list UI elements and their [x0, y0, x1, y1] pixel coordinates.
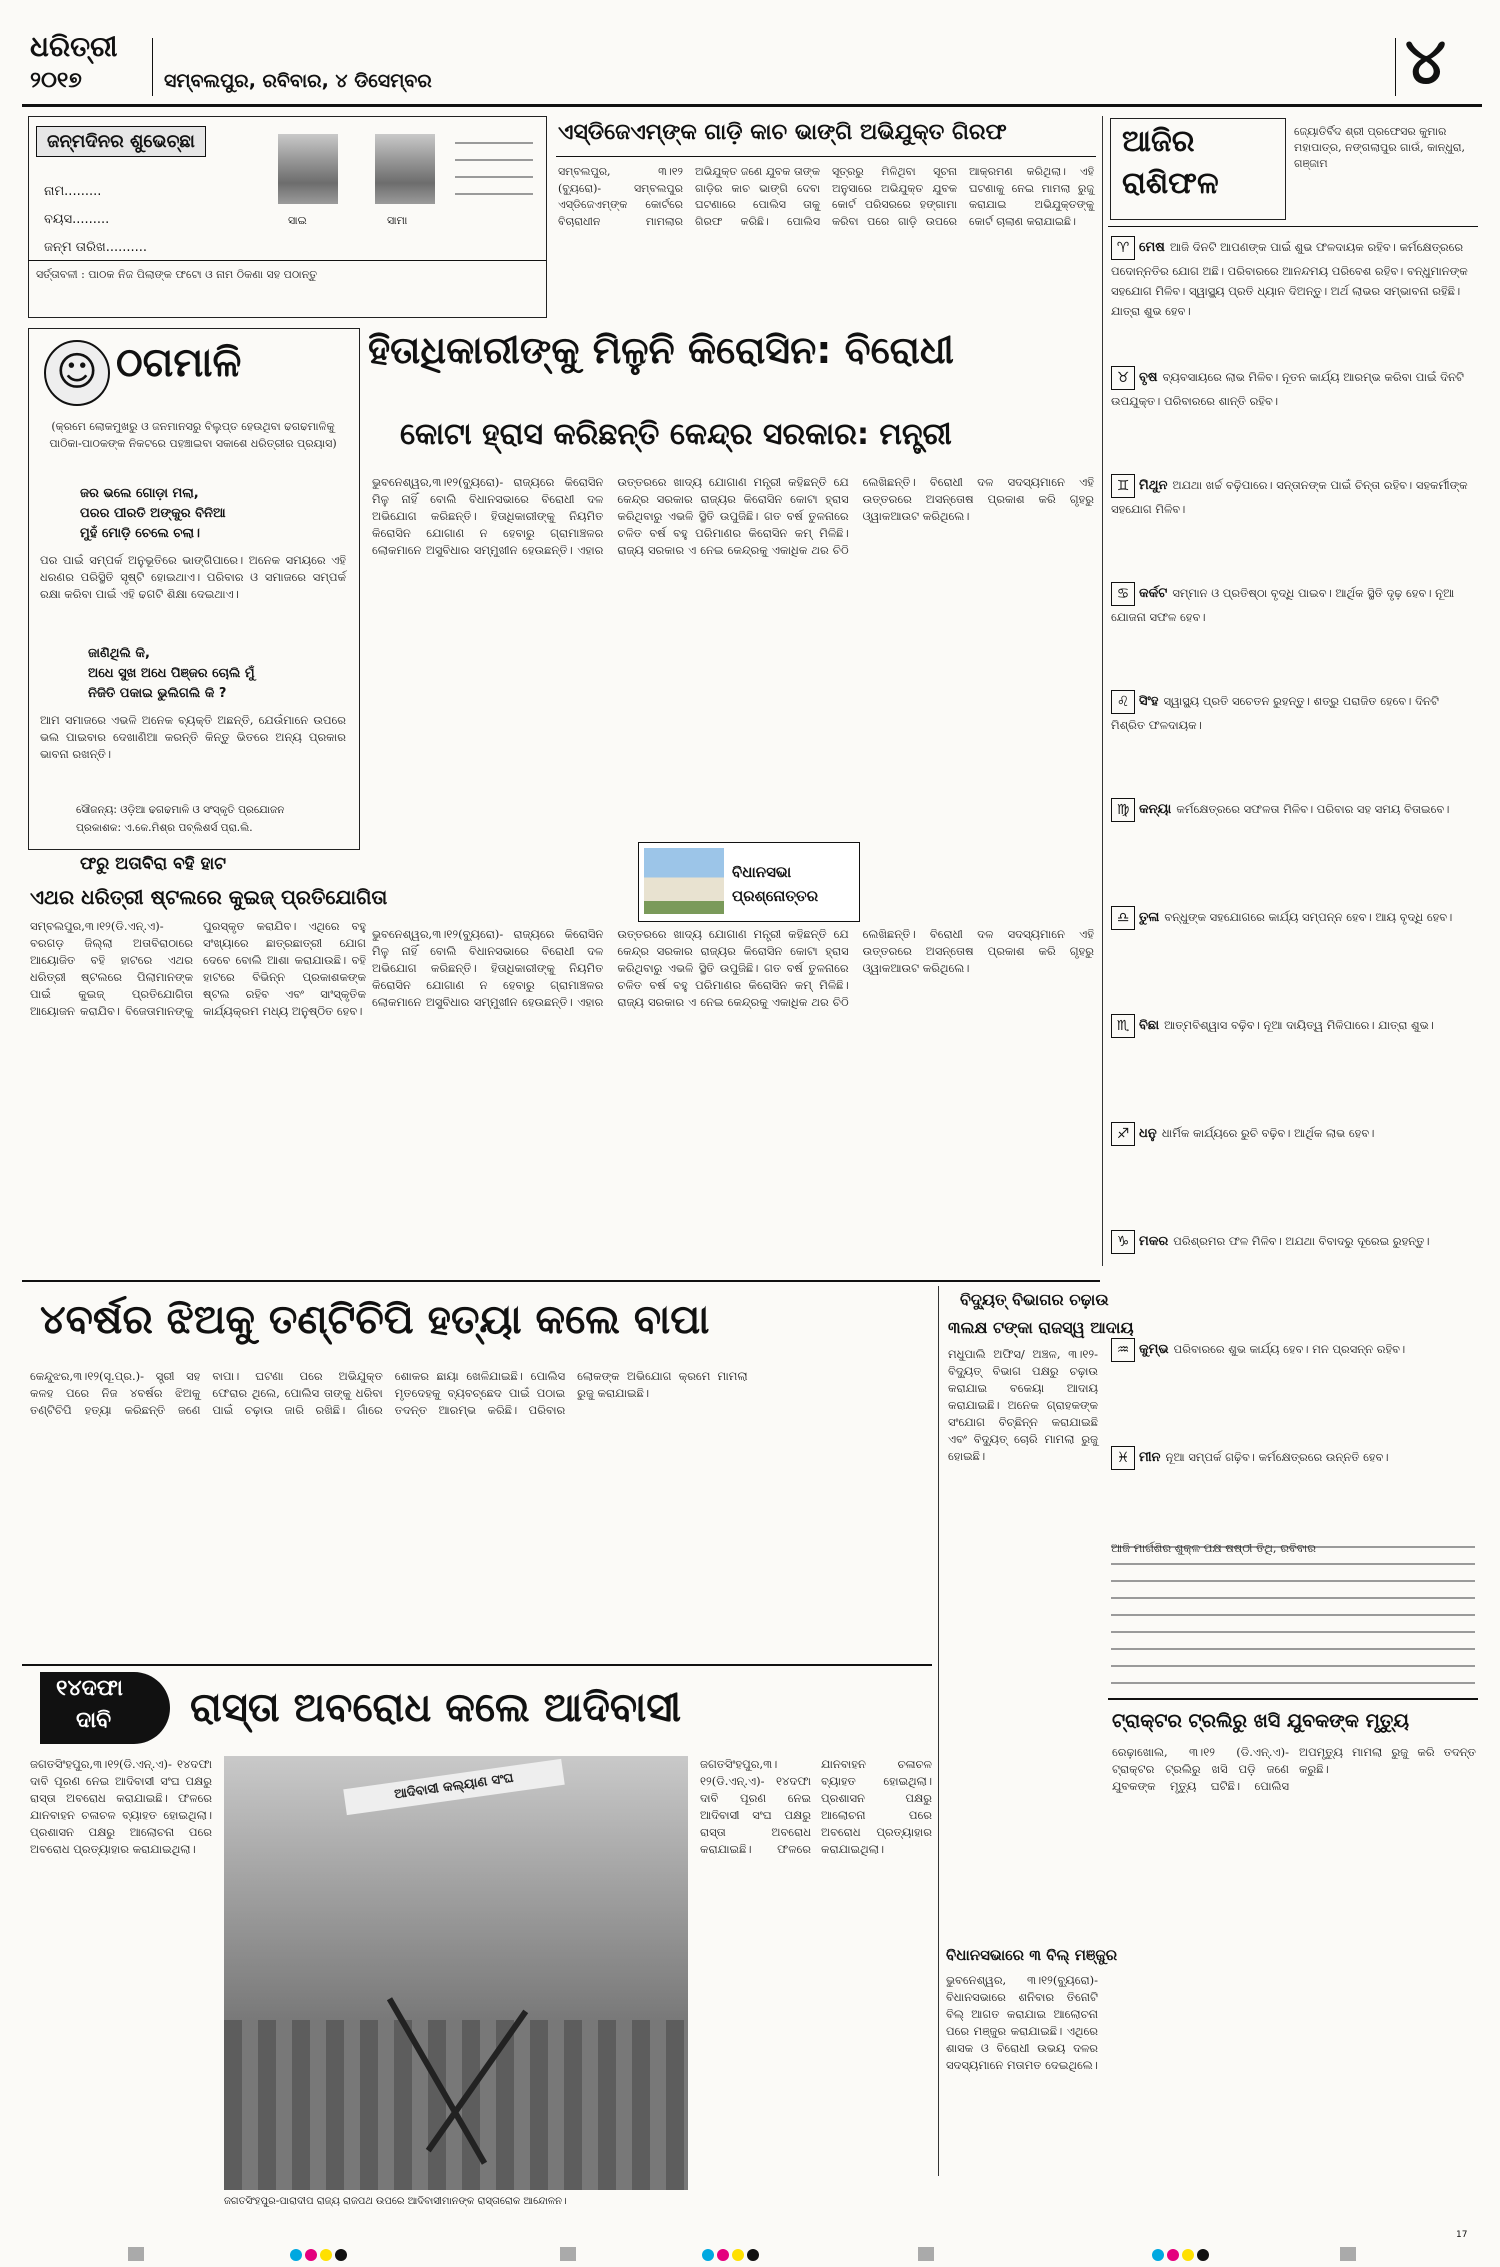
- rashiphala-title-line2: ରାଶିଫଳ: [1122, 166, 1219, 201]
- electricity-body: ମଧୁପାଲି ଅଫିସ/ ଅଞ୍ଚଳ, ୩।୧୨- ବିଦ୍ୟୁତ୍ ବିଭାଗ ପକ୍ଷରୁ ଚଢ଼ାଉ କରାଯାଇ ବକେୟା ଆଦାୟ କରାଯାଇଛି। ଅନେକ ଗ୍ରାହକଙ୍କ ସଂଯୋଗ ବିଚ୍ଛିନ୍ନ କରାଯାଇଛି ଏବଂ ବିଦ୍ୟୁତ୍ ଚୋରି ମାମଲା ରୁଜୁ ହୋଇଛି।: [948, 1347, 1098, 1463]
- zodiac-row: [1111, 1122, 1475, 1224]
- rashiphala-title-line1: ଆଜିର: [1122, 124, 1195, 159]
- zodiac-name: ମକର: [1139, 1234, 1169, 1249]
- zodiac-text: ବ୍ୟବସାୟରେ ଲାଭ ମିଳିବ। ନୂତନ କାର୍ଯ୍ୟ ଆରମ୍ଭ କରିବା ପାଇଁ ଦିନଟି ଉପଯୁକ୍ତ। ପରିବାରରେ ଶାନ୍ତି ରହିବ।: [1111, 370, 1464, 408]
- birthday-photo-1: [278, 134, 338, 204]
- thagamali-body-2: ଆମ ସମାଜରେ ଏଭଳି ଅନେକ ବ୍ୟକ୍ତି ଅଛନ୍ତି, ଯେଉଁମାନେ ଉପରେ ଭଲ ପାଇବାର ଦେଖାଣିଆ କରନ୍ତି କିନ୍ତୁ ଭିତରେ ଅନ୍ୟ ପ୍ରକାର ଭାବନା ରଖନ୍ତି।: [40, 713, 346, 761]
- zodiac-text: ସମ୍ମାନ ଓ ପ୍ରତିଷ୍ଠା ବୃଦ୍ଧି ପାଇବ। ଆର୍ଥିକ ସ୍ଥିତି ଦୃଢ଼ ହେବ। ନୂଆ ଯୋଜନା ସଫଳ ହେବ।: [1111, 586, 1455, 624]
- birthday-field-name: ନାମ.........: [44, 184, 102, 199]
- zodiac-row: [1111, 1446, 1475, 1548]
- zodiac-text: ପରିଶ୍ରମର ଫଳ ମିଳିବ। ଅଯଥା ବିବାଦରୁ ଦୂରେଇ ରୁହନ୍ତୁ।: [1173, 1234, 1430, 1248]
- black-dot: [747, 2249, 759, 2261]
- zodiac-sign-icon: ♉: [1111, 366, 1135, 390]
- zodiac-name: ତୁଳା: [1139, 910, 1160, 925]
- zodiac-sign-icon: ♏: [1111, 1014, 1135, 1038]
- section-rule-1: [22, 1280, 1100, 1282]
- right-column-divider: [1102, 116, 1103, 1266]
- zodiac-sign-icon: ♈: [1111, 236, 1135, 260]
- registration-bar-mid-2: [918, 2247, 934, 2261]
- tribal-body: ଜଗତସିଂହପୁର,୩।୧୨(ଡି.ଏନ୍‌.ଏ)- ୧୪ଦଫା ଦାବି ପୂରଣ ନେଇ ଆଦିବାସୀ ସଂଘ ପକ୍ଷରୁ ରାସ୍ତା ଅବରୋଧ କରାଯାଇଛି। ଫଳରେ ଯାନବାହନ ଚଳାଚଳ ବ୍ୟାହତ ହୋଇଥିଲା। ପ୍ରଶାସନ ପକ୍ଷରୁ ଆଲୋଚନା ପରେ ଅବରୋଧ ପ୍ରତ୍ୟାହାର କରାଯାଇଥିଲା।: [30, 1757, 212, 1856]
- thagamali-verse-2: ପରର ପୀରତି ଅଙ୍କୁର ବିନିଆ: [80, 506, 226, 521]
- color-registration-3: [1152, 2249, 1209, 2261]
- zodiac-sign-icon: ♎: [1111, 906, 1135, 930]
- thagamali-credit-1: ସୌଜନ୍ୟ: ଓଡ଼ିଆ ଢଗଢମାଳି ଓ ସଂସ୍କୃତି ପ୍ରଯୋଜନ: [76, 804, 285, 816]
- murder-headline: ୪ବର୍ଷର ଝିଅକୁ ତଣ୍ଟିଚିପି ହତ୍ୟା କଲେ ବାପା: [40, 1297, 710, 1343]
- zodiac-row: [1111, 1338, 1475, 1440]
- electricity-headline: ୩ଲକ୍ଷ ଟଙ୍କା ରାଜସ୍ୱ ଆଦାୟ: [948, 1318, 1134, 1337]
- book-fair-headline: ଏଥର ଧରିତ୍ରୀ ଷ୍ଟଲରେ କୁଇଜ୍ ପ୍ରତିଯୋଗିତା: [30, 885, 388, 909]
- tractor-rule: [1108, 1698, 1478, 1700]
- cyan-dot: [702, 2249, 714, 2261]
- bill-headline: ବିଧାନସଭାରେ ୩ ବିଲ୍ ମଞ୍ଜୁର: [946, 1946, 1118, 1964]
- masthead-rule: [22, 104, 1482, 107]
- pagenum-divider: [1395, 38, 1396, 96]
- bill-body: ଭୁବନେଶ୍ୱର, ୩।୧୨(ବ୍ୟୁରୋ)- ବିଧାନସଭାରେ ଶନିବାର ତିନୋଟି ବିଲ୍ ଆଗତ କରାଯାଇ ଆଲୋଚନା ପରେ ମଞ୍ଜୁର କରାଯାଇଛି। ଏଥିରେ ଶାସକ ଓ ବିରୋଧୀ ଉଭୟ ଦଳର ସଦସ୍ୟମାନେ ମତାମତ ଦେଇଥିଲେ।: [946, 1973, 1098, 2072]
- zodiac-text: ସ୍ୱାସ୍ଥ୍ୟ ପ୍ରତି ସଚେତନ ରୁହନ୍ତୁ। ଶତ୍ରୁ ପରାଜିତ ହେବେ। ଦିନଟି ମିଶ୍ରିତ ଫଳଦାୟକ।: [1111, 694, 1439, 732]
- zodiac-name: ମେଷ: [1139, 240, 1165, 255]
- zodiac-row: [1111, 582, 1475, 684]
- thagamali-credit-2: ପ୍ରକାଶକ: ଏ.କେ.ମିଶ୍ର ପବ୍ଲିଶର୍ସ ପ୍ରା.ଲି.: [76, 822, 253, 834]
- cyan-dot: [290, 2249, 302, 2261]
- masthead-divider: [152, 38, 153, 96]
- tractor-body: ରେଢ଼ାଖୋଲ, ୩।୧୨ (ଡି.ଏନ୍‌.ଏ)- ଟ୍ରାକ୍ଟର ଟ୍ରଲିରୁ ଖସି ପଡ଼ି ଜଣେ ଯୁବକଙ୍କ ମୃତ୍ୟୁ ଘଟିଛି। ପୋଲିସ ଅପମୃତ୍ୟୁ ମାମଲା ରୁଜୁ କରି ତଦନ୍ତ କରୁଛି।: [1112, 1745, 1476, 1793]
- zodiac-sign-icon: ♒: [1111, 1338, 1135, 1362]
- zodiac-sign-icon: ♑: [1111, 1230, 1135, 1254]
- paper-name: ଧରିତ୍ରୀ: [30, 30, 118, 63]
- zodiac-row: [1111, 236, 1475, 360]
- birthday-field-age: ବୟସ.........: [44, 212, 110, 227]
- zodiac-sign-icon: ♍: [1111, 798, 1135, 822]
- zodiac-name: ଧନୁ: [1139, 1126, 1157, 1141]
- assembly-building-image: [644, 848, 724, 914]
- thagamali-title: ଠଗମାଳି: [116, 340, 242, 386]
- main-story-body: ଭୁବନେଶ୍ୱର,୩।୧୨(ବ୍ୟୁରୋ)- ରାଜ୍ୟରେ କିରୋସିନ ମିଳୁ ନାହିଁ ବୋଲି ବିଧାନସଭାରେ ବିରୋଧୀ ଦଳ ଅଭିଯୋଗ କରିଛନ୍ତି। ହିତାଧିକାରୀଙ୍କୁ ନିୟମିତ କିରୋସିନ ଯୋଗାଣ ନ ହେବାରୁ ଗ୍ରାମାଞ୍ଚଳର ଲୋକମାନେ ଅସୁବିଧାର ସମ୍ମୁଖୀନ ହେଉଛନ୍ତି। ଏହାର ଉତ୍ତରରେ ଖାଦ୍ୟ ଯୋଗାଣ ମନ୍ତ୍ରୀ କହିଛନ୍ତି ଯେ କେନ୍ଦ୍ର ସରକାର ରାଜ୍ୟର କିରୋସିନ କୋଟା ହ୍ରାସ କରିଥିବାରୁ ଏଭଳି ସ୍ଥିତି ଉପୁଜିଛି। ଗତ ବର୍ଷ ତୁଳନାରେ ଚଳିତ ବର୍ଷ ବହୁ ପରିମାଣର କିରୋସିନ କମ୍ ମିଳିଛି। ରାଜ୍ୟ ସରକାର ଏ ନେଇ କେନ୍ଦ୍ରକୁ ଏକାଧିକ ଥର ଚିଠି ଲେଖିଛନ୍ତି। ବିରୋଧୀ ଦଳ ସଦସ୍ୟମାନେ ଏହି ଉତ୍ତରରେ ଅସନ୍ତୋଷ ପ୍ରକାଶ କରି ଗୃହରୁ ଓ୍ୱାକଆଉଟ କରିଥିଲେ।: [372, 475, 1094, 557]
- rashiphala-astrologer: ଜ୍ୟୋତିର୍ବିଦ ଶ୍ରୀ ପ୍ରଫେସର କୁମାର ମହାପାତ୍ର, ନଙ୍ଗଲାପୁର ଗାଉଁ, କାନ୍ଧୁରା, ଗଞ୍ଜାମ: [1294, 125, 1466, 170]
- zodiac-name: କନ୍ୟା: [1139, 802, 1172, 817]
- birthday-photo-1-caption: ସାଇ: [288, 214, 307, 227]
- paper-year: ୨୦୧୭: [30, 68, 82, 93]
- zodiac-row: [1111, 1014, 1475, 1116]
- birthday-note: ସର୍ତ୍ତାବଳୀ : ପାଠକ ନିଜ ପିଲାଙ୍କ ଫଟୋ ଓ ନାମ ଠିକଣା ସହ ପଠାନ୍ତୁ: [36, 268, 318, 281]
- main-headline: ହିତାଧିକାରୀଙ୍କୁ ମିଳୁନି କିରୋସିନ: ବିରୋଧୀ: [368, 328, 954, 372]
- zodiac-text: ଅଯଥା ଖର୍ଚ୍ଚ ବଢ଼ିପାରେ। ସନ୍ତାନଙ୍କ ପାଇଁ ଚିନ୍ତା ରହିବ। ସହକର୍ମୀଙ୍କ ସହଯୋଗ ମିଳିବ।: [1111, 478, 1468, 516]
- zodiac-name: ସିଂହ: [1139, 694, 1159, 709]
- zodiac-name: ମୀନ: [1139, 1450, 1161, 1465]
- zodiac-text: କର୍ମକ୍ଷେତ୍ରରେ ସଫଳତା ମିଳିବ। ପରିବାର ସହ ସମୟ ବିତାଇବେ।: [1176, 802, 1450, 816]
- main-subheadline: କୋଟା ହ୍ରାସ କରିଛନ୍ତି କେନ୍ଦ୍ର ସରକାର: ମନ୍ତ୍ରୀ: [400, 417, 952, 452]
- tribal-body-continued: ଜଗତସିଂହପୁର,୩।୧୨(ଡି.ଏନ୍‌.ଏ)- ୧୪ଦଫା ଦାବି ପୂରଣ ନେଇ ଆଦିବାସୀ ସଂଘ ପକ୍ଷରୁ ରାସ୍ତା ଅବରୋଧ କରାଯାଇଛି। ଫଳରେ ଯାନବାହନ ଚଳାଚଳ ବ୍ୟାହତ ହୋଇଥିଲା। ପ୍ରଶାସନ ପକ୍ଷରୁ ଆଲୋଚନା ପରେ ଅବରୋଧ ପ୍ରତ୍ୟାହାର କରାଯାଇଥିଲା।: [700, 1757, 932, 1856]
- assembly-story-continued: ଭୁବନେଶ୍ୱର,୩।୧୨(ବ୍ୟୁରୋ)- ରାଜ୍ୟରେ କିରୋସିନ ମିଳୁ ନାହିଁ ବୋଲି ବିଧାନସଭାରେ ବିରୋଧୀ ଦଳ ଅଭିଯୋଗ କରିଛନ୍ତି। ହିତାଧିକାରୀଙ୍କୁ ନିୟମିତ କିରୋସିନ ଯୋଗାଣ ନ ହେବାରୁ ଗ୍ରାମାଞ୍ଚଳର ଲୋକମାନେ ଅସୁବିଧାର ସମ୍ମୁଖୀନ ହେଉଛନ୍ତି। ଏହାର ଉତ୍ତରରେ ଖାଦ୍ୟ ଯୋଗାଣ ମନ୍ତ୍ରୀ କହିଛନ୍ତି ଯେ କେନ୍ଦ୍ର ସରକାର ରାଜ୍ୟର କିରୋସିନ କୋଟା ହ୍ରାସ କରିଥିବାରୁ ଏଭଳି ସ୍ଥିତି ଉପୁଜିଛି। ଗତ ବର୍ଷ ତୁଳନାରେ ଚଳିତ ବର୍ଷ ବହୁ ପରିମାଣର କିରୋସିନ କମ୍ ମିଳିଛି। ରାଜ୍ୟ ସରକାର ଏ ନେଇ କେନ୍ଦ୍ରକୁ ଏକାଧିକ ଥର ଚିଠି ଲେଖିଛନ୍ତି। ବିରୋଧୀ ଦଳ ସଦସ୍ୟମାନେ ଏହି ଉତ୍ତରରେ ଅସନ୍ତୋଷ ପ୍ରକାଶ କରି ଗୃହରୁ ଓ୍ୱାକଆଉଟ କରିଥିଲେ।: [372, 927, 1094, 1009]
- magenta-dot: [717, 2249, 729, 2261]
- tribal-photo-caption: ଜଗତସିଂହପୁର-ପାରାଦୀପ ରାଜ୍ୟ ରାଜପଥ ଉପରେ ଆଦିବାସୀମାନଙ୍କ ରାସ୍ତାରୋକ ଆନ୍ଦୋଳନ।: [224, 2196, 567, 2207]
- book-fair-kicker: ଫରୁ ଅତାବିରା ବହି ହାଟ: [80, 854, 227, 874]
- birthday-title: ଜନ୍ମଦିନର ଶୁଭେଚ୍ଛା: [36, 126, 206, 157]
- color-registration-1: [290, 2249, 347, 2261]
- zodiac-name: କର୍କଟ: [1139, 586, 1168, 601]
- birthday-note-rule: [28, 260, 546, 261]
- tractor-headline: ଟ୍ରାକ୍ଟର ଟ୍ରଲିରୁ ଖସି ଯୁବକଙ୍କ ମୃତ୍ୟୁ: [1112, 1710, 1410, 1732]
- thagamali-subtitle: (କ୍ରମେ ଲୋକମୁଖରୁ ଓ ଜନମାନସରୁ ବିଲୁପ୍ତ ହେଉଥିବା ଢଗଢମାଳିକୁ ପାଠିକା-ପାଠକଙ୍କ ନିକଟରେ ପହଞ୍ଚାଇବା ସକାଶେ ଧରିତ୍ରୀର ପ୍ରୟାସ): [49, 420, 337, 450]
- zodiac-text: ବନ୍ଧୁଙ୍କ ସହଯୋଗରେ କାର୍ଯ୍ୟ ସମ୍ପନ୍ନ ହେବ। ଆୟ ବୃଦ୍ଧି ହେବ।: [1164, 910, 1453, 924]
- assembly-badge-text: ବିଧାନସଭା ପ୍ରଶ୍ନୋତ୍ତର: [732, 863, 819, 905]
- zodiac-row: [1111, 366, 1475, 468]
- zodiac-sign-icon: ♋: [1111, 582, 1135, 606]
- zodiac-row: [1111, 798, 1475, 900]
- rashiphala-rule: [1108, 226, 1478, 227]
- book-fair-body: ସମ୍ବଲପୁର,୩।୧୨(ଡି.ଏନ୍‌.ଏ)- ବରଗଡ଼ ଜିଲ୍ଲା ଅତାବିରାଠାରେ ଆୟୋଜିତ ବହି ହାଟରେ ଏଥର ଧରିତ୍ରୀ ଷ୍ଟଲରେ ପିଲାମାନଙ୍କ ପାଇଁ କୁଇଜ୍ ପ୍ରତିଯୋଗିତା ଆୟୋଜନ କରାଯିବ। ବିଜେତାମାନଙ୍କୁ ପୁରସ୍କୃତ କରାଯିବ। ଏଥିରେ ବହୁ ସଂଖ୍ୟାରେ ଛାତ୍ରଛାତ୍ରୀ ଯୋଗ ଦେବେ ବୋଲି ଆଶା କରାଯାଉଛି। ବହି ହାଟରେ ବିଭିନ୍ନ ପ୍ରକାଶକଙ୍କ ଷ୍ଟଲ ରହିବ ଏବଂ ସାଂସ୍କୃତିକ କାର୍ଯ୍ୟକ୍ରମ ମଧ୍ୟ ଅନୁଷ୍ଠିତ ହେବ।: [30, 919, 366, 1018]
- color-registration-2: [702, 2249, 759, 2261]
- zodiac-row: [1111, 906, 1475, 1008]
- thagamali-verse-6: ନିଜିତି ପକାଇ ଭୁଲିଗଲି କି ?: [88, 686, 227, 701]
- zodiac-name: ମିଥୁନ: [1139, 478, 1168, 493]
- zodiac-sign-icon: ♌: [1111, 690, 1135, 714]
- birthday-photo-2: [375, 134, 435, 204]
- yellow-dot: [1182, 2249, 1194, 2261]
- thagamali-face-icon: ☺: [44, 340, 110, 406]
- yellow-dot: [732, 2249, 744, 2261]
- thagamali-verse-1: ଜର ଭଲେ ଗୋଡ଼ା ମଲା,: [80, 486, 199, 501]
- tribal-headline: ରାସ୍ତା ଅବରୋଧ କଲେ ଆଦିବାସୀ: [190, 1685, 682, 1731]
- rashiphala-footer-note: ଆଜି ମାର୍ଗଶିର ଶୁକ୍ଳ ପକ୍ଷ ଷଷ୍ଠୀ ତିଥି, ରବିବାର: [1111, 1540, 1475, 1690]
- zodiac-text: ନୂଆ ସମ୍ପର୍କ ଗଢ଼ିବ। କର୍ମକ୍ଷେତ୍ରରେ ଉନ୍ନତି ହେବ।: [1165, 1450, 1389, 1464]
- tribal-protest-photo: [224, 1756, 688, 2190]
- tribal-badge-line1: ୧୪ଦଫା: [56, 1676, 123, 1701]
- birthday-side-text: [455, 136, 533, 204]
- cyan-dot: [1152, 2249, 1164, 2261]
- registration-bar-mid: [560, 2247, 576, 2261]
- tribal-badge-line2: ଦାବି: [76, 1708, 112, 1733]
- page-folio: 17: [1456, 2230, 1468, 2240]
- zodiac-row: [1111, 1230, 1475, 1332]
- yellow-dot: [320, 2249, 332, 2261]
- zodiac-text: ଆତ୍ମବିଶ୍ୱାସ ବଢ଼ିବ। ନୂଆ ଦାୟିତ୍ୱ ମିଳିପାରେ। ଯାତ୍ରା ଶୁଭ।: [1164, 1018, 1434, 1032]
- masthead-dateline: ସମ୍ବଲପୁର, ରବିବାର, ୪ ଡିସେମ୍ବର: [164, 70, 432, 92]
- murder-body: କେନ୍ଦୁଝର,୩।୧୨(ସୂ.ପ୍ର.)- ସ୍ତ୍ରୀ ସହ କଳହ ପରେ ନିଜ ୪ବର୍ଷର ଝିଅକୁ ତଣ୍ଟିଚିପି ହତ୍ୟା କରିଛନ୍ତି ଜଣେ ବାପା। ଘଟଣା ପରେ ଅଭିଯୁକ୍ତ ଫେରାର ଥିଲେ, ପୋଲିସ ତାଙ୍କୁ ଧରିବା ପାଇଁ ଚଢ଼ାଉ ଜାରି ରଖିଛି। ଗାଁରେ ଶୋକର ଛାୟା ଖେଳିଯାଇଛି। ପୋଲିସ ମୃତଦେହକୁ ବ୍ୟବଚ୍ଛେଦ ପାଇଁ ପଠାଇ ତଦନ୍ତ ଆରମ୍ଭ କରିଛି। ପରିବାର ଲୋକଙ୍କ ଅଭିଯୋଗ କ୍ରମେ ମାମଲା ରୁଜୁ କରାଯାଇଛି।: [30, 1369, 748, 1417]
- electricity-divider: [938, 1286, 939, 2176]
- black-dot: [1197, 2249, 1209, 2261]
- electricity-kicker: ବିଦ୍ୟୁତ୍ ବିଭାଗର ଚଢ଼ାଉ: [960, 1290, 1109, 1309]
- thagamali-verse-4: ଜାଣିଥିଲି କି,: [88, 646, 150, 661]
- sdjm-rule: [556, 156, 1096, 157]
- zodiac-name: ବିଛା: [1139, 1018, 1160, 1033]
- birthday-field-date: ଜନ୍ମ ତାରିଖ..........: [44, 240, 148, 255]
- thagamali-verse-3: ମୁହଁ ମୋଡ଼ି ଚେଲେ ଚଲା।: [80, 526, 200, 541]
- magenta-dot: [305, 2249, 317, 2261]
- zodiac-name: କୁମ୍ଭ: [1139, 1342, 1169, 1357]
- zodiac-row: [1111, 474, 1475, 576]
- zodiac-text: ପରିବାରରେ ଶୁଭ କାର୍ଯ୍ୟ ହେବ। ମନ ପ୍ରସନ୍ନ ରହିବ।: [1173, 1342, 1406, 1356]
- thagamali-verse-5: ଅଧେ ସୁଖ ଅଧେ ପିଞ୍ଜର ଚୋଲି ମୁଁ: [88, 666, 255, 681]
- sdjm-headline: ଏସ୍‌ଡିଜେଏମ୍‌ଙ୍କ ଗାଡ଼ି କାଚ ଭାଙ୍ଗି ଅଭିଯୁକ୍ତ ଗିରଫ: [558, 120, 1007, 145]
- sdjm-body: ସମ୍ବଲପୁର, ୩।୧୨ (ବ୍ୟୁରୋ)- ସମ୍ବଲପୁର ଏସ୍‌ଡିଜେଏମ୍‌ଙ୍କ କୋର୍ଟରେ ବିଚାରାଧୀନ ମାମଲାର ଅଭିଯୁକ୍ତ ଜଣେ ଯୁବକ ତାଙ୍କ ଗାଡ଼ିର କାଚ ଭାଙ୍ଗି ଦେବା ଘଟଣାରେ ପୋଲିସ ତାକୁ ଗିରଫ କରିଛି। ପୋଲିସ ସୂତ୍ରରୁ ମିଳିଥିବା ସୂଚନା ଅନୁସାରେ ଅଭିଯୁକ୍ତ ଯୁବକ କୋର୍ଟ ପରିସରରେ ହଙ୍ଗାମା କରିବା ପରେ ଗାଡ଼ି ଉପରେ ଆକ୍ରମଣ କରିଥିଲା। ଏହି ଘଟଣାକୁ ନେଇ ମାମଲା ରୁଜୁ କରାଯାଇ ଅଭିଯୁକ୍ତଙ୍କୁ କୋର୍ଟ ଚାଲାଣ କରାଯାଇଛି।: [558, 165, 1094, 228]
- zodiac-sign-icon: ♊: [1111, 474, 1135, 498]
- zodiac-sign-icon: ♓: [1111, 1446, 1135, 1470]
- black-dot: [335, 2249, 347, 2261]
- section-rule-2: [22, 1664, 932, 1666]
- thagamali-body: ପର ପାଇଁ ସମ୍ପର୍କ ଅନୁଭୂତିରେ ଭାଙ୍ଗିପାରେ। ଅନେକ ସମୟରେ ଏହି ଧରଣର ପରିସ୍ଥିତି ସୃଷ୍ଟି ହୋଇଥାଏ। ପରିବାର ଓ ସମାଜରେ ସମ୍ପର୍କ ରକ୍ଷା କରିବା ପାଇଁ ଏହି ଢଗଟି ଶିକ୍ଷା ଦେଇଥାଏ।: [40, 553, 346, 601]
- magenta-dot: [1167, 2249, 1179, 2261]
- zodiac-sign-icon: ♐: [1111, 1122, 1135, 1146]
- birthday-photo-2-caption: ସାମା: [387, 214, 408, 227]
- zodiac-text: ଧାର୍ମିକ କାର୍ଯ୍ୟରେ ରୁଚି ବଢ଼ିବ। ଆର୍ଥିକ ଲାଭ ହେବ।: [1161, 1126, 1375, 1140]
- page-number: ୪: [1405, 25, 1447, 99]
- registration-bar-right: [1340, 2247, 1356, 2261]
- zodiac-text: ଆଜି ଦିନଟି ଆପଣଙ୍କ ପାଇଁ ଶୁଭ ଫଳଦାୟକ ରହିବ। କର୍ମକ୍ଷେତ୍ରରେ ପଦୋନ୍ନତିର ଯୋଗ ଅଛି। ପରିବାରରେ ଆନନ୍ଦମୟ ପରିବେଶ ରହିବ। ବନ୍ଧୁମାନଙ୍କ ସହଯୋଗ ମିଳିବ। ସ୍ୱାସ୍ଥ୍ୟ ପ୍ରତି ଧ୍ୟାନ ଦିଅନ୍ତୁ। ଅର୍ଥ ଲାଭର ସମ୍ଭାବନା ରହିଛି। ଯାତ୍ରା ଶୁଭ ହେବ।: [1111, 240, 1468, 318]
- zodiac-row: [1111, 690, 1475, 792]
- registration-bar-left: [128, 2247, 144, 2261]
- zodiac-name: ବୃଷ: [1139, 370, 1158, 385]
- tribal-banner: ଆଦିବାସୀ କଲ୍ୟାଣ ସଂଘ: [343, 1759, 564, 1815]
